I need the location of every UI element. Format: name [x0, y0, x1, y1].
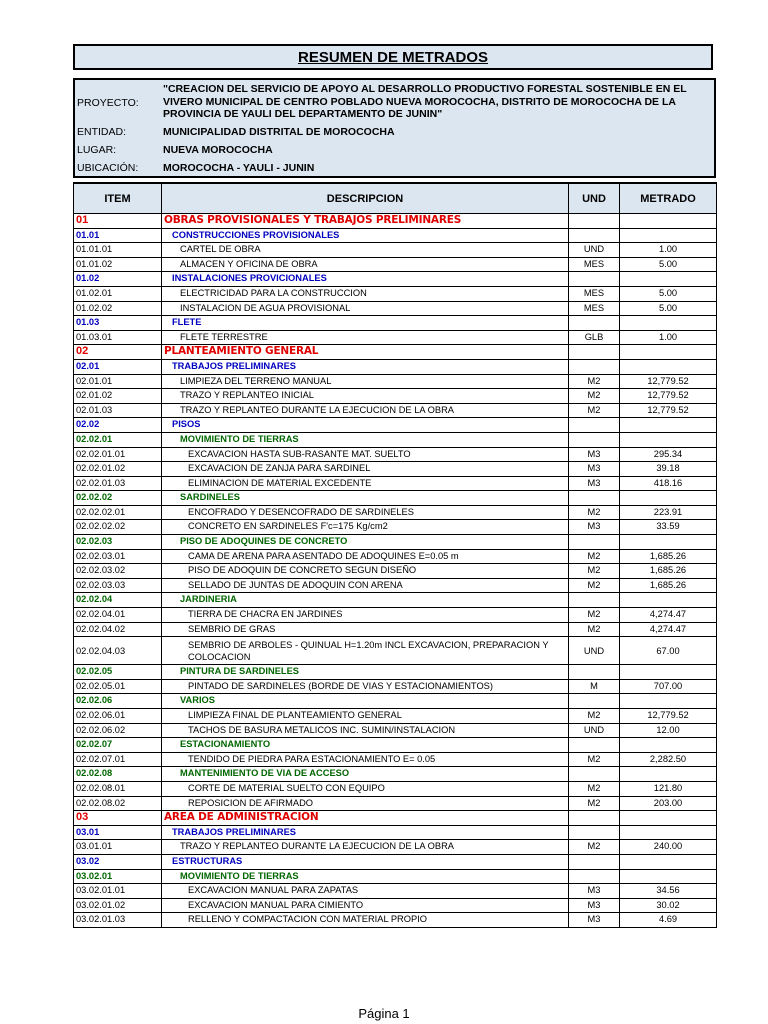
desc-cell: CARTEL DE OBRA — [162, 243, 569, 258]
desc-cell: JARDINERIA — [162, 593, 569, 608]
desc-cell: INSTALACIONES PROVICIONALES — [162, 272, 569, 287]
header-descripcion: DESCRIPCION — [162, 183, 569, 214]
desc-cell: PISO DE ADOQUINES DE CONCRETO — [162, 535, 569, 550]
metrado-cell: 1,685.26 — [620, 549, 717, 564]
desc-cell: TRAZO Y REPLANTEO DURANTE LA EJECUCION DE LA OBRA — [162, 403, 569, 418]
item-cell: 01.01.01 — [74, 243, 162, 258]
metrado-cell: 1,685.26 — [620, 564, 717, 579]
table-row — [74, 913, 717, 928]
metrado-cell — [620, 811, 717, 826]
desc-cell: RELLENO Y COMPACTACION CON MATERIAL PROPIO — [162, 913, 569, 928]
desc-cell: PINTADO DE SARDINELES (BORDE DE VIAS Y ESTACIONAMIENTOS) — [162, 679, 569, 694]
item-cell: 02.01.01 — [74, 374, 162, 389]
desc-cell: EXCAVACION MANUAL PARA ZAPATAS — [162, 884, 569, 899]
metrado-cell: 33.59 — [620, 520, 717, 535]
und-cell — [569, 665, 620, 680]
desc-cell: TRABAJOS PRELIMINARES — [162, 825, 569, 840]
metrado-cell: 4.69 — [620, 913, 717, 928]
metrado-cell: 223.91 — [620, 505, 717, 520]
metrado-cell: 1.00 — [620, 330, 717, 345]
metrado-cell: 12,779.52 — [620, 389, 717, 404]
metrado-cell — [620, 316, 717, 331]
item-cell: 02.02.01.01 — [74, 447, 162, 462]
entidad-value: MUNICIPALIDAD DISTRITAL DE MOROCOCHA — [163, 126, 395, 138]
und-cell: M3 — [569, 913, 620, 928]
metrados-table — [73, 182, 717, 928]
desc-cell: FLETE — [162, 316, 569, 331]
und-cell: MES — [569, 257, 620, 272]
desc-cell: PISO DE ADOQUIN DE CONCRETO SEGUN DISEÑO — [162, 564, 569, 579]
metrado-cell: 240.00 — [620, 840, 717, 855]
table-row — [74, 316, 717, 331]
und-cell — [569, 694, 620, 709]
table-row — [74, 389, 717, 404]
item-cell: 02.02.04.03 — [74, 637, 162, 665]
metrado-cell — [620, 345, 717, 360]
metrado-cell: 1,685.26 — [620, 578, 717, 593]
und-cell — [569, 854, 620, 869]
metrado-cell: 67.00 — [620, 637, 717, 665]
table-row — [74, 476, 717, 491]
item-cell: 02.02.05.01 — [74, 679, 162, 694]
table-row — [74, 796, 717, 811]
metrado-cell: 4,274.47 — [620, 608, 717, 623]
und-cell: M2 — [569, 608, 620, 623]
und-cell: M2 — [569, 781, 620, 796]
item-cell: 02.02.05 — [74, 665, 162, 680]
desc-cell: ELECTRICIDAD PARA LA CONSTRUCCION — [162, 286, 569, 301]
table-row — [74, 272, 717, 287]
und-cell — [569, 869, 620, 884]
table-row — [74, 665, 717, 680]
table-row — [74, 535, 717, 550]
table-row — [74, 520, 717, 535]
desc-cell: SEMBRIO DE ARBOLES - QUINUAL H=1.20m INCL EXCAVACION, PREPARACION Y COLOCACION — [162, 637, 569, 665]
item-cell: 03.02.01 — [74, 869, 162, 884]
table-row — [74, 301, 717, 316]
page-footer: Página 1 — [358, 1006, 410, 1021]
item-cell: 03.02.01.01 — [74, 884, 162, 899]
table-row — [74, 228, 717, 243]
desc-cell: ALMACEN Y OFICINA DE OBRA — [162, 257, 569, 272]
metrado-cell: 12.00 — [620, 723, 717, 738]
desc-cell: MANTENIMIENTO DE VIA DE ACCESO — [162, 767, 569, 782]
metrado-cell: 5.00 — [620, 301, 717, 316]
item-cell: 01.01 — [74, 228, 162, 243]
desc-cell: ESTRUCTURAS — [162, 854, 569, 869]
item-cell: 02.02.04.01 — [74, 608, 162, 623]
desc-cell: VARIOS — [162, 694, 569, 709]
table-row — [74, 243, 717, 258]
table-row — [74, 884, 717, 899]
und-cell: M2 — [569, 709, 620, 724]
desc-cell: LIMPIEZA FINAL DE PLANTEAMIENTO GENERAL — [162, 709, 569, 724]
metrado-cell: 5.00 — [620, 286, 717, 301]
desc-cell: PLANTEAMIENTO GENERAL — [162, 345, 569, 360]
item-cell: 02.02.01 — [74, 432, 162, 447]
table-row — [74, 447, 717, 462]
desc-cell: LIMPIEZA DEL TERRENO MANUAL — [162, 374, 569, 389]
und-cell — [569, 738, 620, 753]
metrado-cell — [620, 825, 717, 840]
metrado-cell — [620, 535, 717, 550]
metrado-cell: 707.00 — [620, 679, 717, 694]
item-cell: 02.02.08.02 — [74, 796, 162, 811]
metrado-cell — [620, 593, 717, 608]
header-metrado: METRADO — [620, 183, 717, 214]
proyecto-label: PROYECTO: — [77, 97, 139, 109]
desc-cell: SARDINELES — [162, 491, 569, 506]
und-cell: UND — [569, 637, 620, 665]
item-cell: 03 — [74, 811, 162, 826]
item-cell: 02.02.08 — [74, 767, 162, 782]
item-cell: 03.02 — [74, 854, 162, 869]
und-cell — [569, 214, 620, 229]
item-cell: 03.01 — [74, 825, 162, 840]
desc-cell: TRAZO Y REPLANTEO INICIAL — [162, 389, 569, 404]
und-cell — [569, 491, 620, 506]
und-cell: M2 — [569, 622, 620, 637]
desc-cell: TACHOS DE BASURA METALICOS INC. SUMIN/INSTALACION — [162, 723, 569, 738]
item-cell: 02.02.07 — [74, 738, 162, 753]
item-cell: 02.02.04.02 — [74, 622, 162, 637]
table-row — [74, 622, 717, 637]
und-cell: M2 — [569, 578, 620, 593]
table-row — [74, 709, 717, 724]
und-cell: GLB — [569, 330, 620, 345]
und-cell — [569, 535, 620, 550]
item-cell: 02.02.02 — [74, 491, 162, 506]
und-cell — [569, 825, 620, 840]
table-row — [74, 811, 717, 826]
desc-cell: SELLADO DE JUNTAS DE ADOQUIN CON ARENA — [162, 578, 569, 593]
metrado-cell — [620, 228, 717, 243]
desc-cell: ENCOFRADO Y DESENCOFRADO DE SARDINELES — [162, 505, 569, 520]
und-cell: M3 — [569, 447, 620, 462]
desc-cell: ESTACIONAMIENTO — [162, 738, 569, 753]
item-cell: 01 — [74, 214, 162, 229]
table-body — [74, 214, 717, 928]
und-cell — [569, 811, 620, 826]
und-cell: M2 — [569, 796, 620, 811]
table-row — [74, 578, 717, 593]
table-row — [74, 854, 717, 869]
item-cell: 02.02.01.03 — [74, 476, 162, 491]
item-cell: 01.02 — [74, 272, 162, 287]
table-row — [74, 869, 717, 884]
metrado-cell — [620, 767, 717, 782]
table-header-row — [74, 183, 717, 214]
und-cell — [569, 359, 620, 374]
und-cell: M2 — [569, 840, 620, 855]
table-row — [74, 359, 717, 374]
und-cell: M3 — [569, 898, 620, 913]
table-row — [74, 257, 717, 272]
desc-cell: REPOSICION DE AFIRMADO — [162, 796, 569, 811]
und-cell: M — [569, 679, 620, 694]
table-row — [74, 752, 717, 767]
item-cell: 01.01.02 — [74, 257, 162, 272]
table-row — [74, 593, 717, 608]
item-cell: 02.01 — [74, 359, 162, 374]
metrado-cell: 5.00 — [620, 257, 717, 272]
table-row — [74, 679, 717, 694]
item-cell: 02.02 — [74, 418, 162, 433]
table-row — [74, 898, 717, 913]
desc-cell: EXCAVACION DE ZANJA PARA SARDINEL — [162, 462, 569, 477]
table-row — [74, 374, 717, 389]
table-row — [74, 564, 717, 579]
und-cell — [569, 345, 620, 360]
desc-cell: MOVIMIENTO DE TIERRAS — [162, 869, 569, 884]
und-cell: UND — [569, 243, 620, 258]
metrado-cell — [620, 272, 717, 287]
lugar-label: LUGAR: — [77, 144, 117, 156]
item-cell: 02.01.03 — [74, 403, 162, 418]
desc-cell: SEMBRIO DE GRAS — [162, 622, 569, 637]
table-row — [74, 345, 717, 360]
item-cell: 02 — [74, 345, 162, 360]
metrado-cell: 418.16 — [620, 476, 717, 491]
desc-cell: MOVIMIENTO DE TIERRAS — [162, 432, 569, 447]
item-cell: 02.02.08.01 — [74, 781, 162, 796]
item-cell: 03.01.01 — [74, 840, 162, 855]
table-row — [74, 825, 717, 840]
item-cell: 02.02.06.01 — [74, 709, 162, 724]
page-title: RESUMEN DE METRADOS — [73, 44, 713, 70]
desc-cell: FLETE TERRESTRE — [162, 330, 569, 345]
item-cell: 01.03 — [74, 316, 162, 331]
metrado-cell: 203.00 — [620, 796, 717, 811]
table-row — [74, 418, 717, 433]
table-row — [74, 214, 717, 229]
metrado-cell — [620, 214, 717, 229]
table-row — [74, 767, 717, 782]
desc-cell: ELIMINACION DE MATERIAL EXCEDENTE — [162, 476, 569, 491]
metrado-cell — [620, 869, 717, 884]
table-row — [74, 286, 717, 301]
table-row — [74, 330, 717, 345]
und-cell: UND — [569, 723, 620, 738]
ubicacion-value: MOROCOCHA - YAULI - JUNIN — [163, 162, 315, 174]
table-row — [74, 462, 717, 477]
metrado-cell: 34.56 — [620, 884, 717, 899]
metrado-cell: 295.34 — [620, 447, 717, 462]
metrado-cell: 12,779.52 — [620, 374, 717, 389]
lugar-value: NUEVA MOROCOCHA — [163, 144, 273, 156]
und-cell — [569, 316, 620, 331]
item-cell: 01.03.01 — [74, 330, 162, 345]
und-cell: MES — [569, 286, 620, 301]
und-cell: M2 — [569, 389, 620, 404]
metrado-cell: 30.02 — [620, 898, 717, 913]
desc-cell: AREA DE ADMINISTRACION — [162, 811, 569, 826]
und-cell: MES — [569, 301, 620, 316]
item-cell: 02.02.03.01 — [74, 549, 162, 564]
und-cell — [569, 418, 620, 433]
metrado-cell: 4,274.47 — [620, 622, 717, 637]
item-cell: 01.02.01 — [74, 286, 162, 301]
metrado-cell: 121.80 — [620, 781, 717, 796]
item-cell: 02.01.02 — [74, 389, 162, 404]
desc-cell: CONCRETO EN SARDINELES F'c=175 Kg/cm2 — [162, 520, 569, 535]
item-cell: 02.02.02.02 — [74, 520, 162, 535]
project-info-box — [73, 78, 716, 178]
metrado-cell — [620, 694, 717, 709]
und-cell — [569, 432, 620, 447]
metrado-cell — [620, 491, 717, 506]
entidad-label: ENTIDAD: — [77, 126, 127, 138]
ubicacion-label: UBICACIÓN: — [77, 162, 139, 174]
desc-cell: TRAZO Y REPLANTEO DURANTE LA EJECUCION DE LA OBRA — [162, 840, 569, 855]
und-cell: M2 — [569, 564, 620, 579]
item-cell: 03.02.01.03 — [74, 913, 162, 928]
desc-cell: TIERRA DE CHACRA EN JARDINES — [162, 608, 569, 623]
und-cell — [569, 767, 620, 782]
und-cell: M3 — [569, 884, 620, 899]
metrado-cell: 39.18 — [620, 462, 717, 477]
metrado-cell — [620, 432, 717, 447]
desc-cell: CONSTRUCCIONES PROVISIONALES — [162, 228, 569, 243]
item-cell: 02.02.04 — [74, 593, 162, 608]
und-cell: M2 — [569, 403, 620, 418]
item-cell: 02.02.06.02 — [74, 723, 162, 738]
desc-cell: EXCAVACION HASTA SUB-RASANTE MAT. SUELTO — [162, 447, 569, 462]
desc-cell: CAMA DE ARENA PARA ASENTADO DE ADOQUINES E=0.05 m — [162, 549, 569, 564]
table-row — [74, 491, 717, 506]
table-row — [74, 781, 717, 796]
desc-cell: EXCAVACION MANUAL PARA CIMIENTO — [162, 898, 569, 913]
item-cell: 03.02.01.02 — [74, 898, 162, 913]
table-row — [74, 694, 717, 709]
item-cell: 02.02.06 — [74, 694, 162, 709]
desc-cell: PINTURA DE SARDINELES — [162, 665, 569, 680]
desc-cell: INSTALACION DE AGUA PROVISIONAL — [162, 301, 569, 316]
table-row — [74, 723, 717, 738]
table-row — [74, 505, 717, 520]
und-cell: M3 — [569, 476, 620, 491]
table-row — [74, 738, 717, 753]
metrado-cell — [620, 359, 717, 374]
table-row — [74, 403, 717, 418]
desc-cell: OBRAS PROVISIONALES Y TRABAJOS PRELIMINARES — [162, 214, 569, 229]
table-row — [74, 637, 717, 665]
desc-cell: TRABAJOS PRELIMINARES — [162, 359, 569, 374]
und-cell: M2 — [569, 505, 620, 520]
item-cell: 02.02.07.01 — [74, 752, 162, 767]
und-cell — [569, 228, 620, 243]
metrado-cell: 1.00 — [620, 243, 717, 258]
und-cell — [569, 272, 620, 287]
item-cell: 02.02.03.03 — [74, 578, 162, 593]
und-cell: M3 — [569, 520, 620, 535]
proyecto-value: "CREACION DEL SERVICIO DE APOYO AL DESARROLLO PRODUCTIVO FORESTAL SOSTENIBLE EN EL VIVERO MUNICIPAL DE CENTRO POBLADO NUEVA MOROCOCHA, DISTRITO DE MOROCOCHA DE LA PROVINCIA DE YAULI DEL DEPARTAMENTO DE JUNIN" — [163, 83, 687, 120]
desc-cell: PISOS — [162, 418, 569, 433]
table-row — [74, 432, 717, 447]
item-cell: 02.02.01.02 — [74, 462, 162, 477]
metrado-cell: 12,779.52 — [620, 709, 717, 724]
desc-cell: TENDIDO DE PIEDRA PARA ESTACIONAMIENTO E= 0.05 — [162, 752, 569, 767]
header-item: ITEM — [74, 183, 162, 214]
table-row — [74, 840, 717, 855]
metrado-cell — [620, 418, 717, 433]
und-cell: M2 — [569, 752, 620, 767]
metrado-cell — [620, 665, 717, 680]
item-cell: 01.02.02 — [74, 301, 162, 316]
item-cell: 02.02.03.02 — [74, 564, 162, 579]
table-row — [74, 608, 717, 623]
table-row — [74, 549, 717, 564]
item-cell: 02.02.02.01 — [74, 505, 162, 520]
item-cell: 02.02.03 — [74, 535, 162, 550]
header-und: UND — [569, 183, 620, 214]
metrado-cell: 12,779.52 — [620, 403, 717, 418]
metrado-cell: 2,282.50 — [620, 752, 717, 767]
und-cell: M2 — [569, 549, 620, 564]
und-cell: M3 — [569, 462, 620, 477]
und-cell: M2 — [569, 374, 620, 389]
und-cell — [569, 593, 620, 608]
metrado-cell — [620, 854, 717, 869]
desc-cell: CORTE DE MATERIAL SUELTO CON EQUIPO — [162, 781, 569, 796]
metrado-cell — [620, 738, 717, 753]
